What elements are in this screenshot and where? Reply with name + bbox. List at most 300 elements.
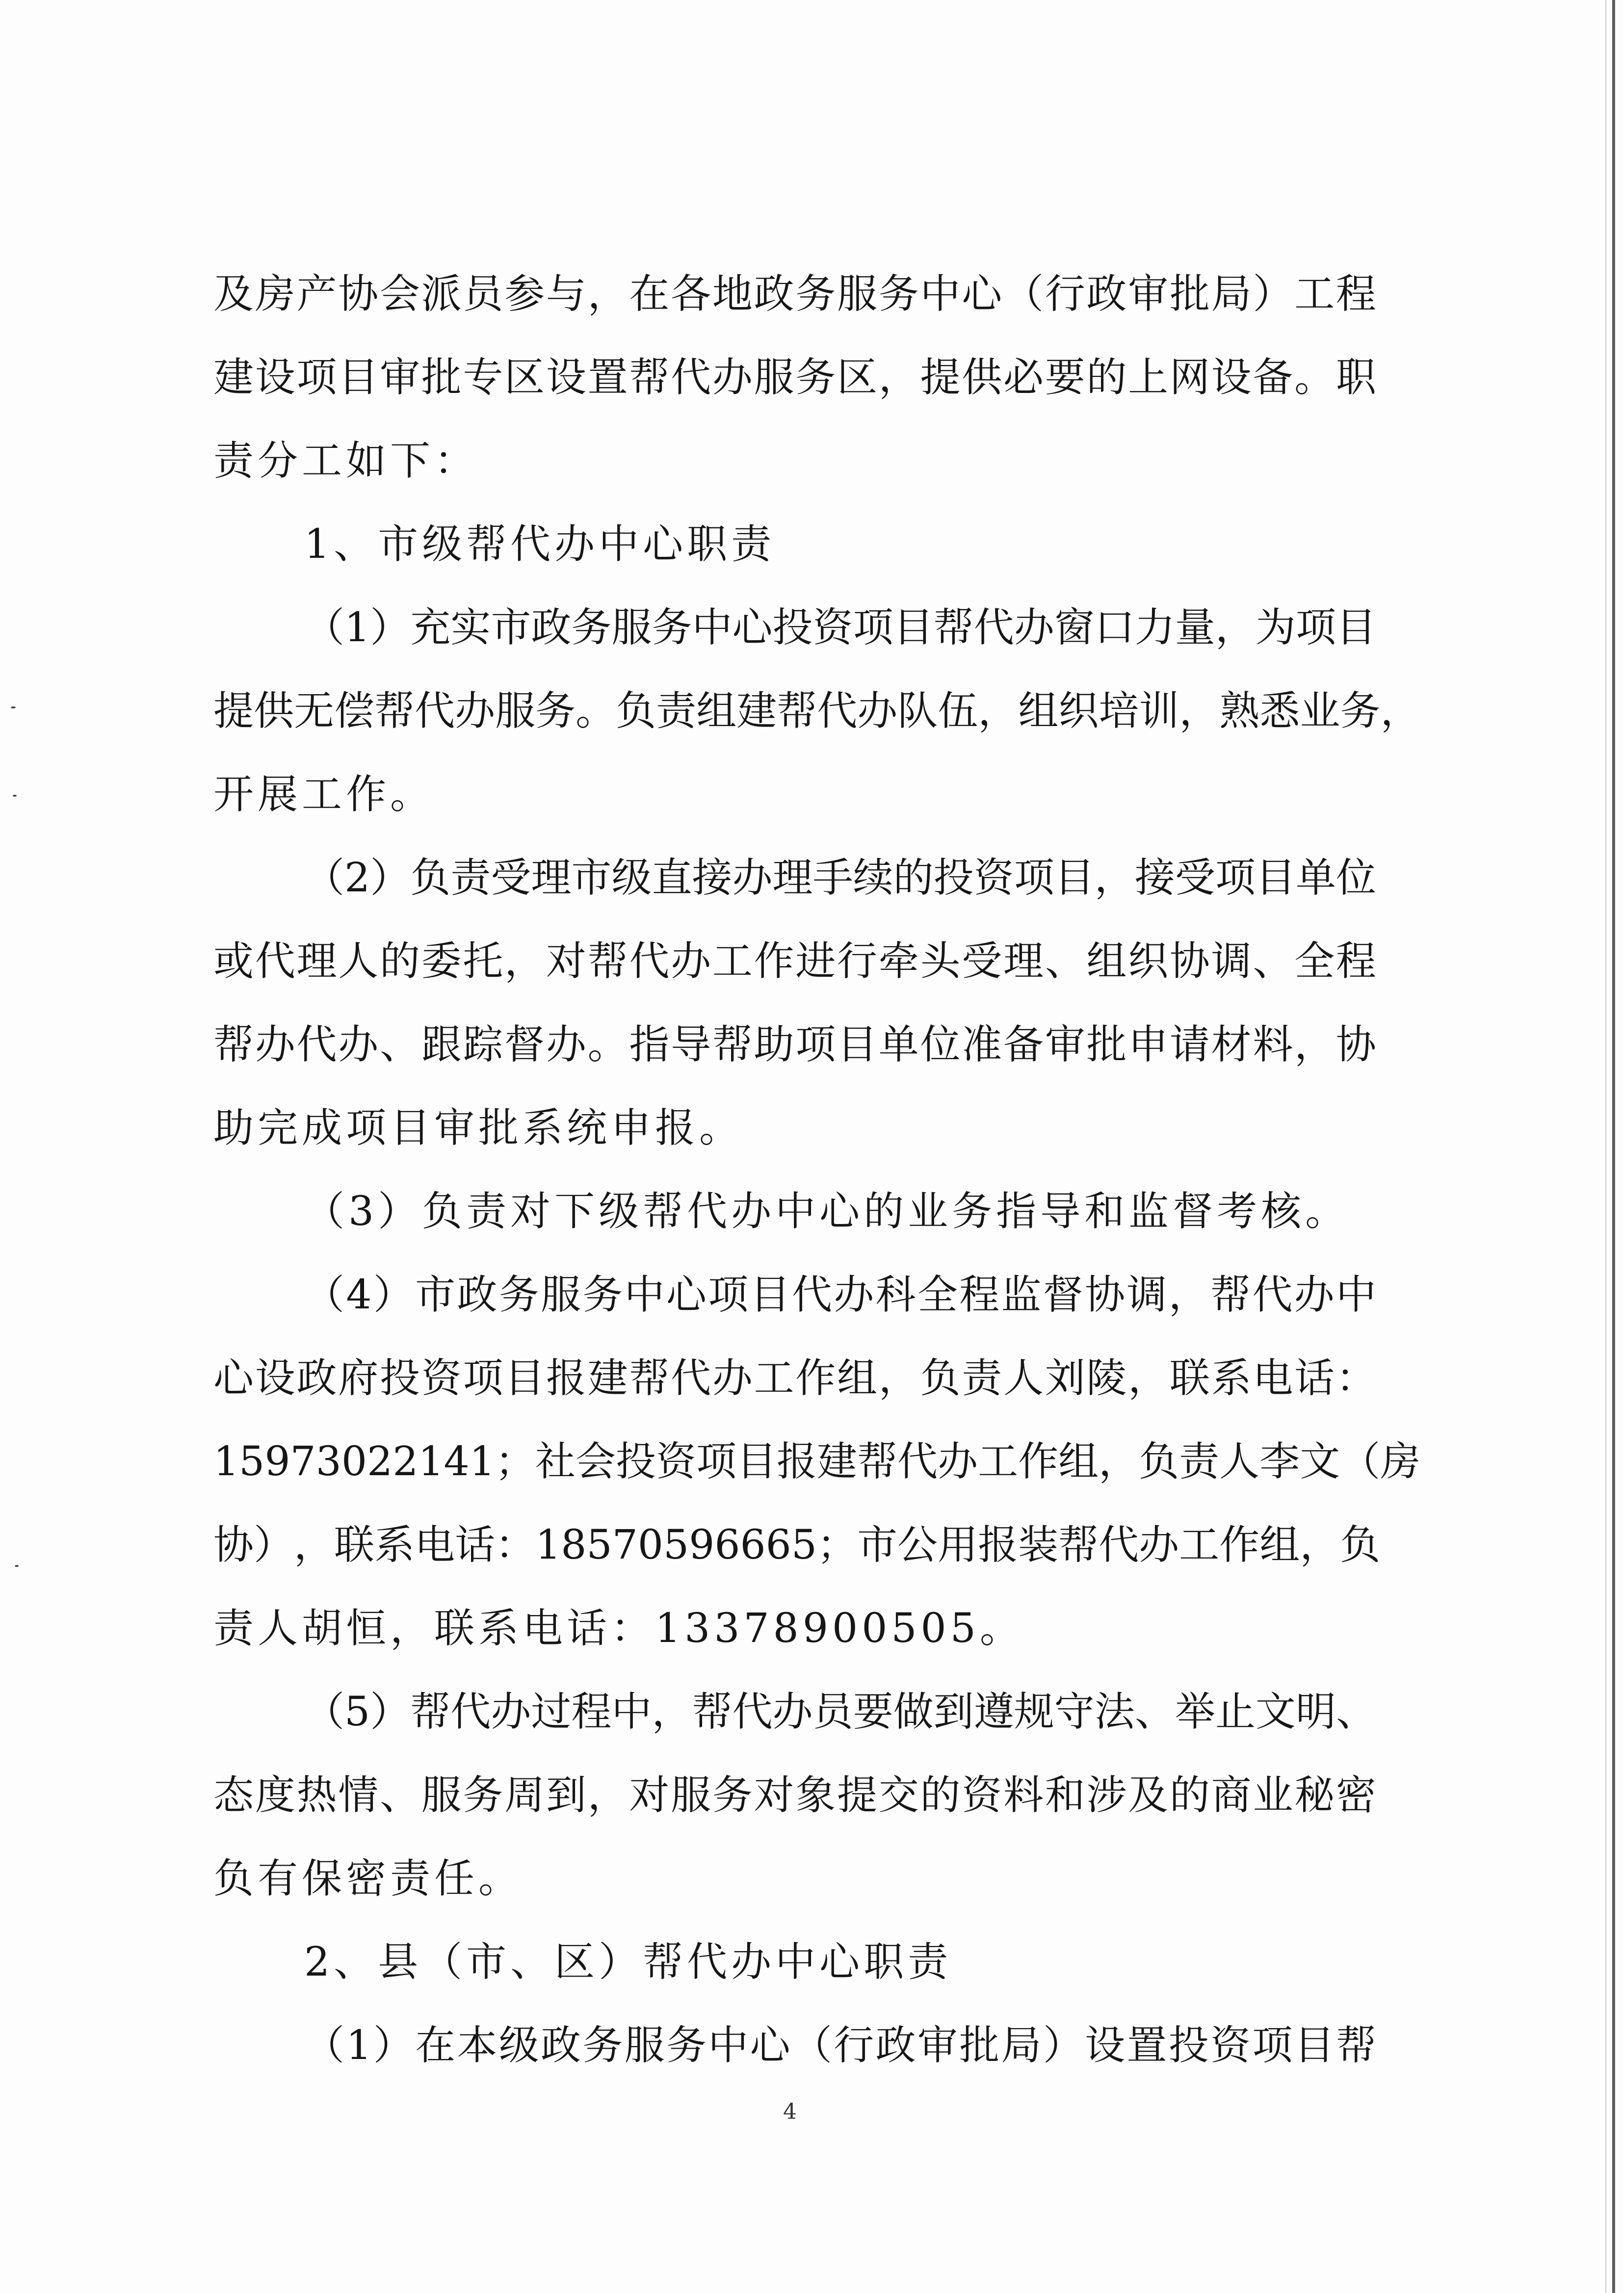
glyph: 导 — [671, 1021, 711, 1068]
glyph: 政 — [1086, 271, 1127, 317]
glyph: 为 — [1255, 604, 1296, 651]
glyph: 项 — [795, 1021, 836, 1068]
glyph: 请 — [1169, 1021, 1210, 1068]
glyph: 资 — [973, 855, 1014, 901]
glyph: 文 — [1300, 1438, 1340, 1485]
glyph: （ — [1003, 271, 1044, 317]
glyph: 及 — [1128, 1772, 1169, 1819]
text-line-10 — [213, 1013, 1376, 1077]
glyph: 务 — [878, 271, 919, 317]
glyph: 密 — [1336, 1772, 1376, 1819]
glyph: 代 — [791, 1272, 832, 1318]
glyph: ， — [978, 688, 1019, 734]
glyph: 程 — [571, 1689, 612, 1735]
glyph: 批 — [959, 2022, 1000, 2069]
glyph: 务 — [795, 354, 836, 401]
glyph: 进 — [795, 938, 836, 985]
glyph: 训 — [1139, 688, 1179, 734]
glyph: 负 — [410, 855, 451, 901]
glyph: 参 — [504, 271, 545, 317]
glyph: ： — [495, 1522, 536, 1568]
glyph: 队 — [897, 688, 938, 734]
glyph: 级 — [611, 855, 652, 901]
glyph: 单 — [1295, 855, 1336, 901]
text-line-22 — [304, 2014, 1376, 2078]
glyph: 责 — [450, 855, 491, 901]
glyph: 组 — [837, 1355, 878, 1402]
glyph: 办 — [1139, 1522, 1179, 1568]
glyph: 代 — [450, 1689, 491, 1735]
glyph: 行 — [837, 938, 878, 985]
glyph: 项 — [1252, 2022, 1293, 2069]
glyph: 务 — [712, 1772, 753, 1819]
glyph: 市 — [415, 1272, 456, 1318]
section-heading-1: 1、市级帮代办中心职责 — [304, 521, 776, 568]
glyph: ） — [370, 1689, 411, 1735]
glyph: 负 — [920, 1355, 961, 1402]
glyph: ） — [254, 1522, 294, 1568]
glyph: 负 — [1340, 1522, 1381, 1568]
glyph: 专 — [463, 354, 503, 401]
glyph: 人 — [338, 938, 379, 985]
glyph: 务 — [582, 2022, 623, 2069]
glyph: 房 — [255, 271, 295, 317]
glyph: 对 — [629, 1772, 670, 1819]
text-line-1 — [213, 262, 1376, 326]
glyph: 工 — [712, 938, 753, 985]
glyph: 备 — [1253, 354, 1293, 401]
text-line-5 — [304, 596, 1376, 660]
glyph: ， — [1380, 688, 1421, 734]
glyph: 规 — [1014, 1689, 1054, 1735]
glyph: 到 — [933, 1689, 974, 1735]
glyph: 办 — [938, 1438, 978, 1485]
glyph: 工 — [1179, 1522, 1220, 1568]
glyph: 目 — [1336, 604, 1376, 651]
glyph: 办 — [546, 1021, 586, 1068]
glyph: 社 — [535, 1438, 576, 1485]
glyph: 组 — [1259, 1522, 1300, 1568]
glyph: 心 — [750, 2022, 790, 2069]
glyph: 跟 — [421, 1021, 462, 1068]
glyph: 项 — [1295, 604, 1336, 651]
glyph: 建 — [817, 1438, 858, 1485]
glyph: 服 — [671, 1772, 711, 1819]
glyph: 投 — [772, 604, 813, 651]
glyph: 负 — [616, 688, 656, 734]
glyph: 理 — [531, 855, 572, 901]
glyph: 组 — [1058, 1438, 1099, 1485]
glyph: 办 — [455, 688, 496, 734]
glyph: 设 — [255, 1355, 295, 1402]
glyph: 目 — [1294, 2022, 1335, 2069]
glyph: 法 — [1094, 1689, 1135, 1735]
glyph: ， — [587, 1772, 628, 1819]
glyph: ， — [587, 271, 628, 317]
glyph: 项 — [708, 1272, 749, 1318]
glyph: 工 — [978, 1438, 1019, 1485]
glyph: 办 — [712, 1355, 753, 1402]
glyph: 代 — [255, 938, 295, 985]
glyph: 局 — [1001, 2022, 1042, 2069]
glyph: ， — [652, 1689, 692, 1735]
glyph: 政 — [541, 2022, 581, 2069]
glyph: 遵 — [973, 1689, 1014, 1735]
glyph: 口 — [1094, 604, 1135, 651]
glyph: ， — [1128, 1355, 1169, 1402]
glyph: 话 — [455, 1522, 496, 1568]
glyph: （ — [304, 1272, 345, 1318]
glyph: 代 — [629, 938, 670, 985]
glyph: 审 — [379, 354, 420, 401]
glyph: 象 — [795, 1772, 836, 1819]
glyph: 目 — [504, 1355, 545, 1402]
glyph: 地 — [712, 271, 753, 317]
glyph: 务 — [582, 1272, 623, 1318]
text-line-7: 开展工作。 — [213, 771, 435, 818]
glyph: 到 — [546, 1772, 586, 1819]
glyph: 程 — [959, 1272, 1000, 1318]
glyph: 目 — [736, 1438, 777, 1485]
glyph: 投 — [379, 1355, 420, 1402]
glyph: 、 — [379, 1021, 420, 1068]
glyph: 受 — [1175, 855, 1215, 901]
glyph: 报 — [777, 1438, 817, 1485]
glyph: 务 — [652, 604, 692, 651]
glyph: 代 — [671, 1355, 711, 1402]
glyph: ， — [294, 1522, 335, 1568]
glyph: 。 — [587, 1021, 628, 1068]
glyph: 协 — [213, 1522, 254, 1568]
glyph: 备 — [1003, 1021, 1044, 1068]
glyph: 提 — [920, 354, 961, 401]
glyph: 踪 — [463, 1021, 503, 1068]
glyph: 投 — [1168, 2022, 1209, 2069]
glyph: 1 — [344, 604, 370, 651]
glyph: 批 — [1086, 1021, 1127, 1068]
glyph: 务 — [795, 271, 836, 317]
glyph: 务 — [463, 1772, 503, 1819]
scan-edge-artifact-secondary — [1605, 0, 1606, 2293]
text-line-12: （3）负责对下级帮代办中心的业务指导和监督考核。 — [304, 1188, 1350, 1235]
glyph: 目 — [837, 1021, 878, 1068]
glyph: 协 — [338, 271, 379, 317]
text-line-13 — [304, 1263, 1376, 1327]
glyph: 会 — [379, 271, 420, 317]
glyph: 织 — [1128, 938, 1169, 985]
glyph: 偿 — [334, 688, 375, 734]
glyph: 托 — [463, 938, 503, 985]
glyph: 目 — [1054, 855, 1095, 901]
glyph: 实 — [450, 604, 491, 651]
glyph: 培 — [1099, 688, 1139, 734]
glyph: 5 — [344, 1689, 370, 1735]
glyph: 服 — [624, 2022, 665, 2069]
glyph: ， — [878, 1355, 919, 1402]
glyph: 办 — [255, 1021, 295, 1068]
glyph: 作 — [1018, 1438, 1059, 1485]
glyph: 涉 — [1086, 1772, 1127, 1819]
text-line-14 — [213, 1347, 1376, 1410]
scan-speck — [11, 706, 16, 708]
text-line-11: 助完成项目审批系统申报。 — [213, 1105, 744, 1151]
glyph: 情 — [338, 1772, 379, 1819]
text-line-18 — [304, 1680, 1376, 1744]
glyph: 与 — [546, 271, 586, 317]
glyph: ， — [878, 354, 919, 401]
glyph: 接 — [1134, 855, 1175, 901]
glyph: 服 — [837, 271, 878, 317]
glyph: 批 — [1169, 271, 1210, 317]
glyph: 投 — [615, 1438, 656, 1485]
text-line-6 — [213, 679, 1421, 743]
glyph: ） — [373, 1272, 414, 1318]
glyph: 产 — [296, 271, 337, 317]
glyph: 投 — [933, 855, 974, 901]
glyph: 帮 — [410, 1689, 451, 1735]
glyph: 业 — [1300, 688, 1340, 734]
glyph: 协 — [1336, 1021, 1376, 1068]
glyph: 调 — [1211, 938, 1252, 985]
glyph: 报 — [978, 1522, 1019, 1568]
glyph: 资 — [962, 1772, 1002, 1819]
glyph: 充 — [410, 604, 451, 651]
glyph: 联 — [1169, 1355, 1210, 1402]
glyph: 建 — [213, 354, 254, 401]
glyph: 置 — [587, 354, 628, 401]
glyph: 帮 — [777, 688, 817, 734]
glyph: 务 — [666, 2022, 707, 2069]
glyph: 帮 — [629, 1355, 670, 1402]
glyph: 区 — [837, 354, 878, 401]
glyph: 止 — [1215, 1689, 1256, 1735]
glyph: 要 — [853, 1689, 893, 1735]
glyph: 项 — [296, 354, 337, 401]
glyph: ） — [1043, 2022, 1083, 2069]
text-line-17: 责人胡恒，联系电话：13378900505。 — [213, 1605, 1024, 1652]
glyph: 政 — [296, 1355, 337, 1402]
glyph: 代 — [296, 1021, 337, 1068]
glyph: 务 — [498, 1272, 539, 1318]
glyph: 助 — [754, 1021, 794, 1068]
glyph: 务 — [1340, 688, 1381, 734]
glyph: 行 — [1045, 271, 1085, 317]
glyph: 程 — [1336, 938, 1376, 985]
glyph: 帮 — [1058, 1522, 1099, 1568]
scan-speck — [13, 795, 17, 797]
glyph: 目 — [893, 604, 934, 651]
glyph: 政 — [531, 604, 572, 651]
text-line-3: 责分工如下： — [213, 438, 479, 484]
glyph: 组 — [1086, 938, 1127, 985]
glyph: 对 — [546, 938, 586, 985]
glyph: 受 — [491, 855, 531, 901]
glyph: 建 — [587, 1355, 628, 1402]
glyph: 服 — [421, 1772, 462, 1819]
glyph: 申 — [1128, 1021, 1169, 1068]
glyph: 代 — [671, 354, 711, 401]
glyph: 代 — [415, 688, 455, 734]
glyph: 督 — [1043, 1272, 1083, 1318]
glyph: ， — [1215, 604, 1256, 651]
glyph: 中 — [611, 1689, 652, 1735]
glyph: 明 — [1295, 1689, 1336, 1735]
glyph: 理 — [772, 855, 813, 901]
glyph: 心 — [962, 271, 1002, 317]
glyph: ， — [1294, 1021, 1335, 1068]
glyph: 、 — [1253, 938, 1293, 985]
glyph: 市 — [491, 604, 531, 651]
glyph: 项 — [696, 1438, 736, 1485]
glyph: ， — [504, 938, 545, 985]
glyph: 量 — [1175, 604, 1215, 651]
glyph: 监 — [1001, 1272, 1042, 1318]
glyph: 1 — [346, 2022, 372, 2069]
glyph: 文 — [1255, 1689, 1296, 1735]
glyph: 帮 — [629, 354, 670, 401]
glyph: ； — [495, 1438, 535, 1485]
glyph: 责 — [962, 1355, 1002, 1402]
glyph: 代 — [732, 1689, 773, 1735]
glyph: 、 — [379, 1772, 420, 1819]
glyph: 、 — [1045, 938, 1085, 985]
text-line-9 — [213, 930, 1376, 993]
glyph: 协 — [1169, 938, 1210, 985]
glyph: 负 — [1139, 1438, 1179, 1485]
glyph: 帮 — [1336, 2022, 1376, 2069]
glyph: 供 — [254, 688, 294, 734]
glyph: 设 — [1085, 2022, 1126, 2069]
glyph: 职 — [1336, 354, 1376, 401]
glyph: 中 — [708, 2022, 749, 2069]
glyph: 对 — [754, 1772, 794, 1819]
glyph: 公 — [897, 1522, 938, 1568]
glyph: 准 — [962, 1021, 1002, 1068]
glyph: 的 — [893, 855, 934, 901]
glyph: 各 — [671, 271, 711, 317]
glyph: 心 — [666, 1272, 707, 1318]
glyph: 或 — [213, 938, 254, 985]
glyph: 指 — [629, 1021, 670, 1068]
glyph: 资 — [812, 604, 853, 651]
glyph: 级 — [498, 2022, 539, 2069]
text-line-20: 负有保密责任。 — [213, 1855, 523, 1902]
glyph: 务 — [535, 688, 576, 734]
glyph: 区 — [504, 354, 545, 401]
glyph: 协 — [1085, 1272, 1126, 1318]
text-line-19 — [213, 1764, 1376, 1827]
glyph: 督 — [504, 1021, 545, 1068]
glyph: ） — [370, 855, 411, 901]
glyph: （ — [304, 2022, 345, 2069]
glyph: 织 — [1058, 688, 1099, 734]
glyph: 市 — [571, 855, 612, 901]
glyph: 做 — [893, 1689, 934, 1735]
text-line-15 — [213, 1430, 1421, 1494]
glyph: 目 — [338, 354, 379, 401]
glyph: 府 — [338, 1355, 379, 1402]
glyph: 项 — [463, 1355, 503, 1402]
glyph: 资 — [421, 1355, 462, 1402]
glyph: 及 — [213, 271, 254, 317]
glyph: 在 — [415, 2022, 456, 2069]
glyph: 项 — [1215, 855, 1256, 901]
glyph: 的 — [1086, 354, 1127, 401]
glyph: ， — [1300, 1522, 1340, 1568]
glyph: 料 — [1003, 1772, 1044, 1819]
glyph: 代 — [1252, 1272, 1293, 1318]
glyph: 办 — [491, 1689, 531, 1735]
glyph: 系 — [1211, 1355, 1252, 1402]
scan-speck — [15, 1565, 19, 1567]
glyph: 本 — [457, 2022, 498, 2069]
glyph: 网 — [1169, 354, 1210, 401]
glyph: 责 — [1179, 1438, 1220, 1485]
glyph: 政 — [457, 1272, 498, 1318]
glyph: 材 — [1211, 1021, 1252, 1068]
glyph: 在 — [629, 271, 670, 317]
glyph: 帮 — [213, 1021, 254, 1068]
glyph: 办 — [732, 855, 773, 901]
section-heading-2: 2、县（市、区）帮代办中心职责 — [304, 1939, 952, 1985]
glyph: 行 — [834, 2022, 874, 2069]
glyph: ： — [1336, 1355, 1376, 1402]
glyph: 热 — [296, 1772, 337, 1819]
glyph: ， — [1168, 1272, 1209, 1318]
glyph: 、 — [1134, 1689, 1175, 1735]
glyph: 设 — [255, 354, 295, 401]
glyph: 项 — [1014, 855, 1054, 901]
glyph: ， — [1179, 688, 1220, 734]
glyph: 作 — [754, 938, 794, 985]
glyph: 调 — [1126, 1272, 1167, 1318]
text-line-16 — [213, 1513, 1381, 1577]
glyph: 秘 — [1294, 1772, 1335, 1819]
glyph: 资 — [655, 1438, 696, 1485]
glyph: 报 — [546, 1355, 586, 1402]
glyph: 悉 — [1259, 688, 1300, 734]
glyph: 理 — [1003, 938, 1044, 985]
glyph: 政 — [754, 271, 794, 317]
glyph: （ — [304, 1689, 345, 1735]
glyph: 员 — [812, 1689, 853, 1735]
glyph: 审 — [1128, 271, 1169, 317]
glyph: 直 — [652, 855, 692, 901]
glyph: 单 — [878, 1021, 919, 1068]
glyph: 续 — [853, 855, 893, 901]
glyph: 批 — [421, 354, 462, 401]
glyph: 态 — [213, 1772, 254, 1819]
glyph: 责 — [656, 688, 697, 734]
glyph: 业 — [1253, 1772, 1293, 1819]
glyph: 周 — [504, 1772, 545, 1819]
glyph: 市 — [857, 1522, 898, 1568]
glyph: 作 — [1219, 1522, 1260, 1568]
glyph: 办 — [671, 938, 711, 985]
glyph: 头 — [920, 938, 961, 985]
glyph: 人 — [1003, 1355, 1044, 1402]
glyph: 办 — [1014, 604, 1054, 651]
glyph: 必 — [1003, 354, 1044, 401]
glyph: 帮 — [712, 1021, 753, 1068]
text-line-8 — [304, 846, 1376, 910]
glyph: 熟 — [1219, 688, 1260, 734]
glyph: （ — [304, 855, 345, 901]
glyph: 接 — [692, 855, 733, 901]
glyph: 要 — [1045, 354, 1085, 401]
glyph: 受 — [962, 938, 1002, 985]
glyph: 资 — [1210, 2022, 1251, 2069]
